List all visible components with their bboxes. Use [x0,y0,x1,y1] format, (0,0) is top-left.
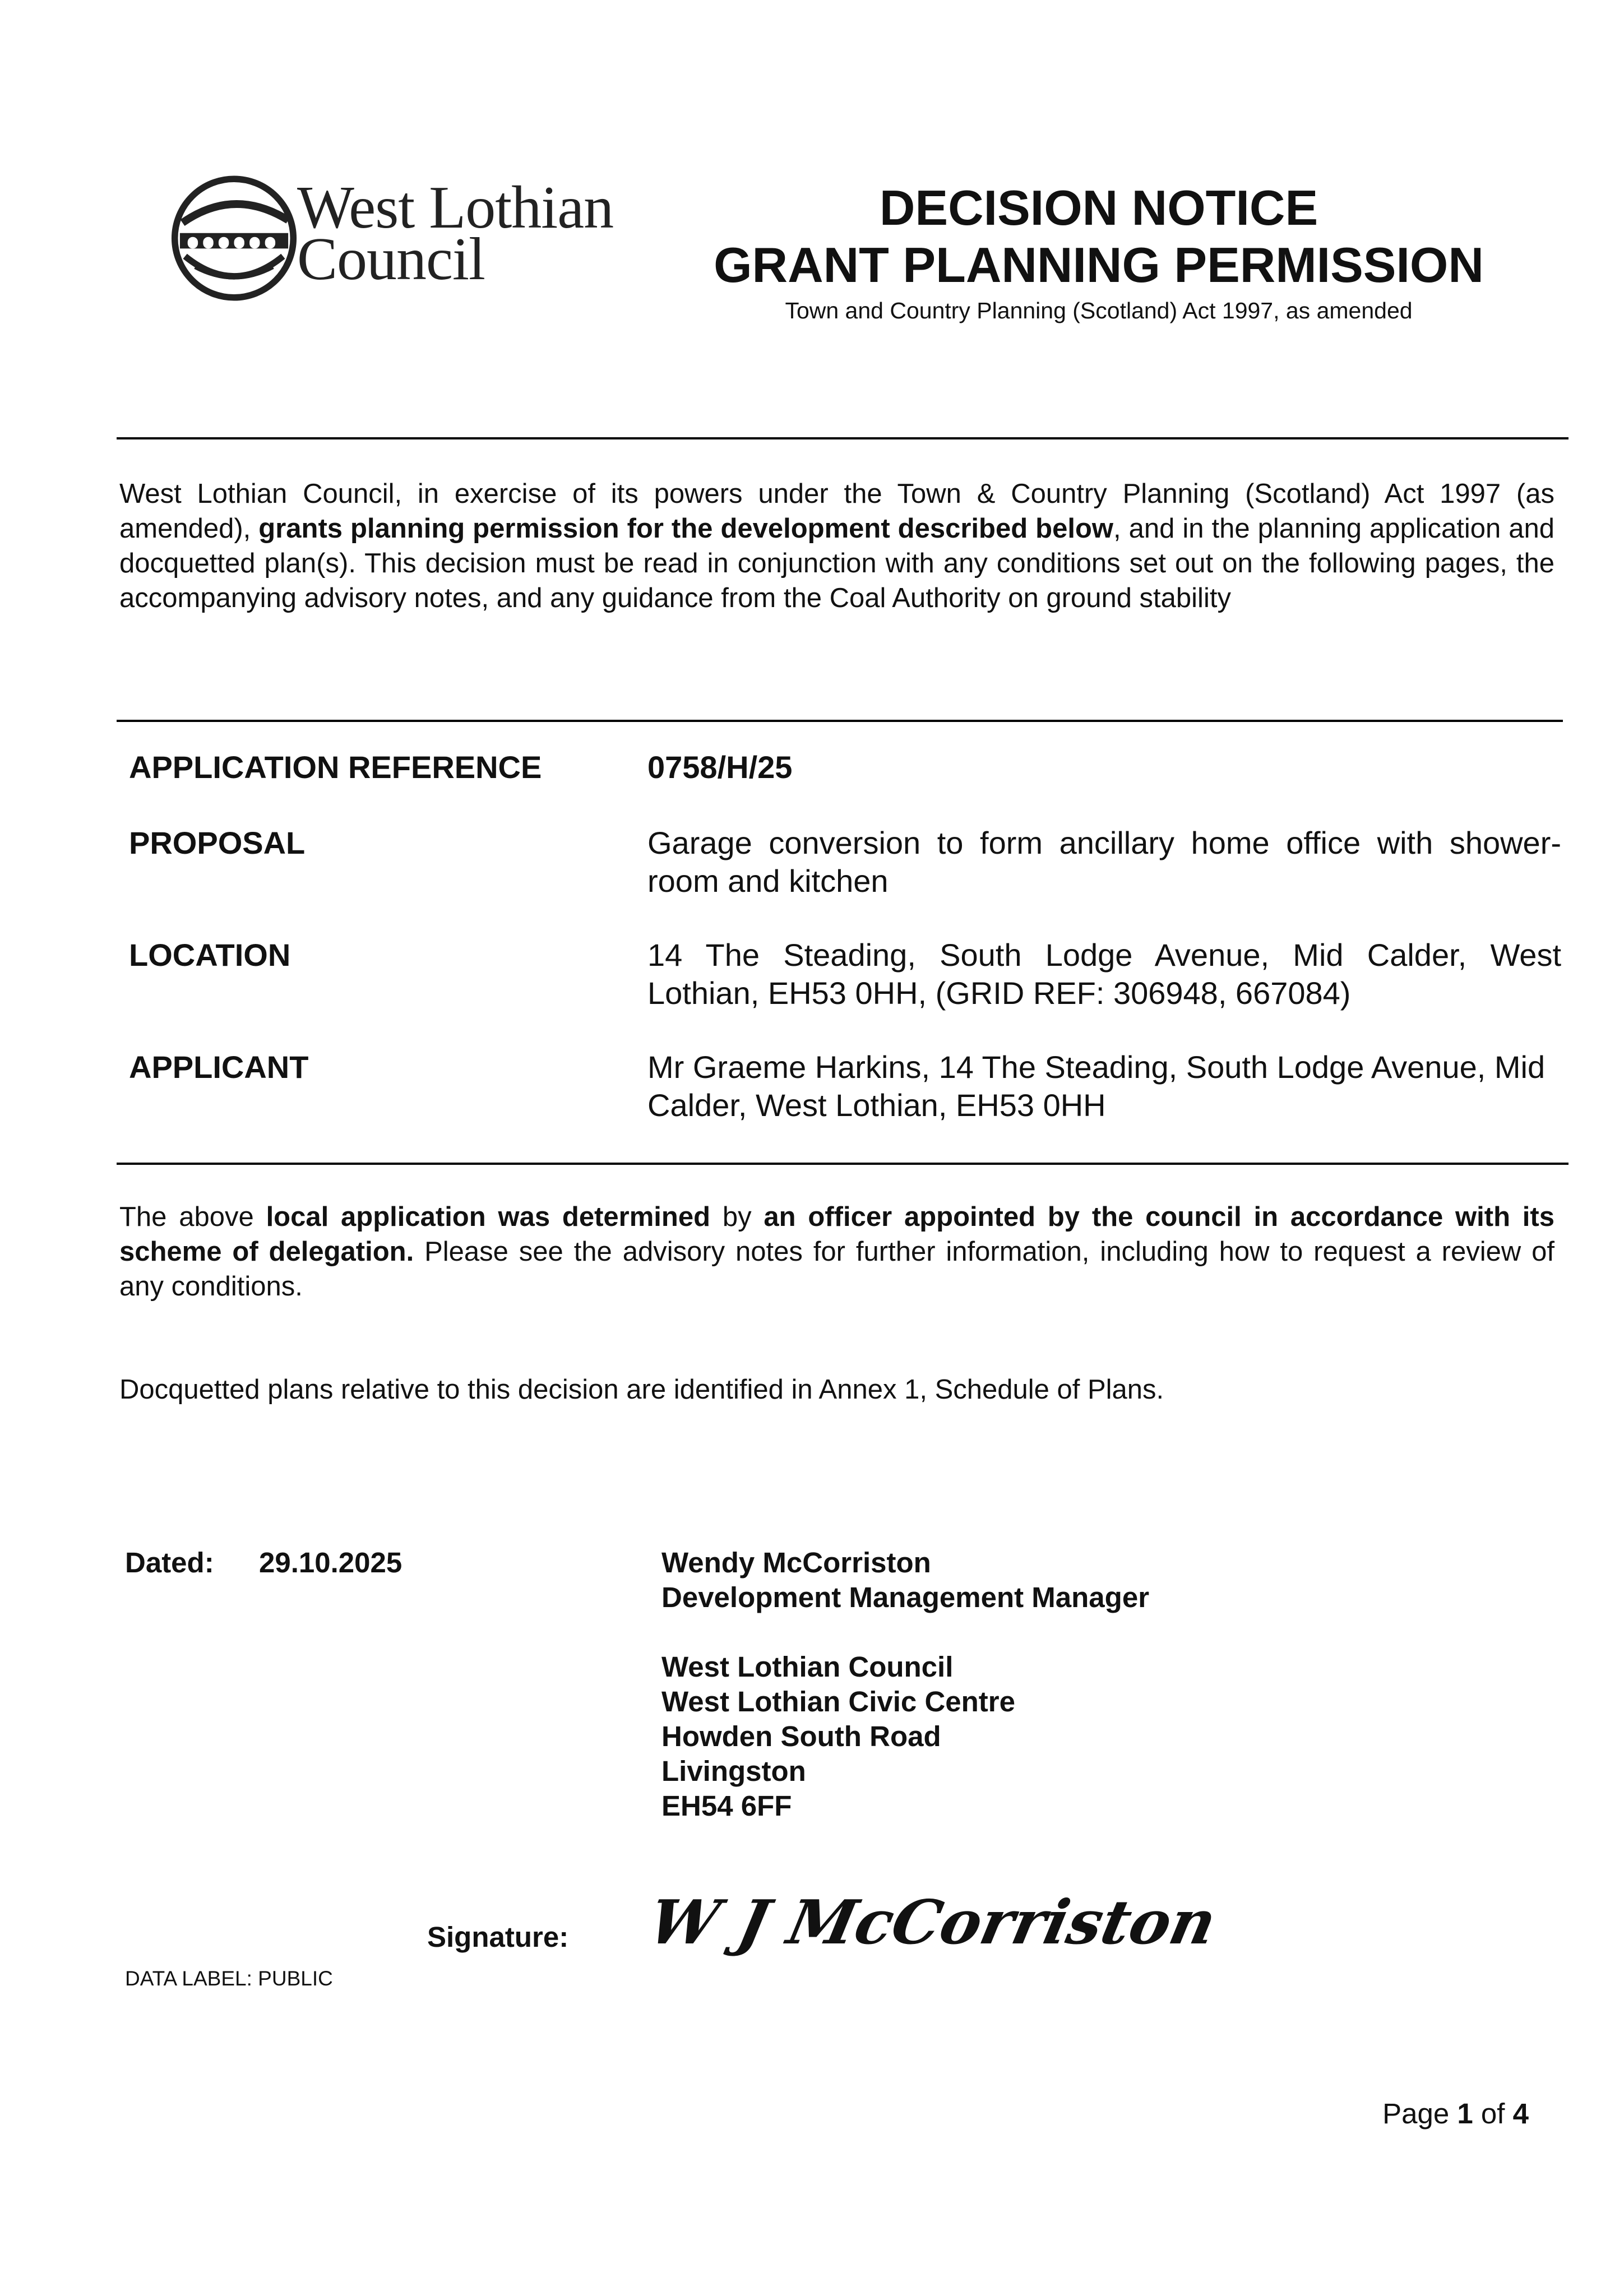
determination-text: The above [119,1202,266,1232]
notice-title: DECISION NOTICE [879,180,1318,235]
applicant-label: APPLICANT [129,1049,309,1085]
page-current: 1 [1457,2098,1473,2130]
page-number [1382,2096,1529,2131]
page-separator: of [1473,2098,1513,2130]
determination-paragraph [119,1200,1554,1304]
logo-line-1: West Lothian [297,174,614,241]
logo-line-2: Council [297,226,485,293]
reference-value: 0758/H/25 [647,749,793,785]
viaduct-emblem-icon [168,174,300,303]
page-total: 4 [1512,2098,1529,2130]
address-line: EH54 6FF [661,1790,792,1822]
location-label: LOCATION [129,937,291,973]
officer-title: Development Management Manager [661,1581,1150,1613]
divider [117,1163,1569,1165]
handwritten-signature: W J McCorriston [642,1887,1223,1958]
signature-label: Signature: [427,1921,569,1953]
intro-emphasis: grants planning permission for the development described below [258,513,1114,544]
applicant-value: Mr Graeme Harkins, 14 The Steading, South Lodge Avenue, Mid Calder, West Lothian, EH53 0HH [647,1049,1546,1123]
plans-note: Docquetted plans relative to this decision are identified in Annex 1, Schedule of Plans. [119,1374,1164,1405]
west-lothian-council-logo [168,174,628,303]
data-label: DATA LABEL: PUBLIC [125,1967,333,1990]
address-line: Livingston [661,1755,806,1787]
divider [117,437,1569,439]
logo-wordmark [297,174,614,293]
intro-text-continued: , and in the planning application and docquetted plan(s). This decision must be read in conjunction with any conditions set out on the following pages, the accompanying advisory notes, and any guidance from the Coal Authority on ground stability [119,513,1555,613]
proposal-value: Garage conversion to form ancillary home office with shower-room and kitchen [647,825,1561,899]
proposal-label: PROPOSAL [129,825,306,860]
notice-subtitle: Town and Country Planning (Scotland) Act 1997, as amended [785,298,1413,323]
notice-type: GRANT PLANNING PERMISSION [714,237,1484,293]
address-line: Howden South Road [661,1720,941,1752]
page-prefix: Page [1382,2098,1458,2130]
determination-emphasis: an officer appointed by the council in accordance with its scheme of delegation. [119,1202,1554,1267]
reference-label: APPLICATION REFERENCE [129,749,542,785]
officer-name: Wendy McCorriston [661,1547,931,1578]
location-value: 14 The Steading, South Lodge Avenue, Mid Calder, West Lothian, EH53 0HH, (GRID REF: 306948, 667084) [647,937,1561,1011]
dated-value: 29.10.2025 [259,1547,402,1578]
determination-emphasis: local application was determined [266,1202,711,1232]
intro-text: West Lothian Council, in exercise of its powers under the Town & Country Planning (Scotland) Act 1997 (as amended), [119,479,1554,544]
address-line: West Lothian Civic Centre [661,1686,1016,1718]
notice-title-block [690,179,1508,325]
address-line: West Lothian Council [661,1651,954,1683]
dated-label: Dated: [125,1547,214,1578]
determination-text: Please see the advisory notes for further information, including how to request a review of any conditions. [119,1237,1554,1302]
intro-paragraph [119,476,1554,615]
determination-text: by [710,1202,764,1232]
divider [117,720,1563,722]
officer-address-block [661,1650,1015,1823]
